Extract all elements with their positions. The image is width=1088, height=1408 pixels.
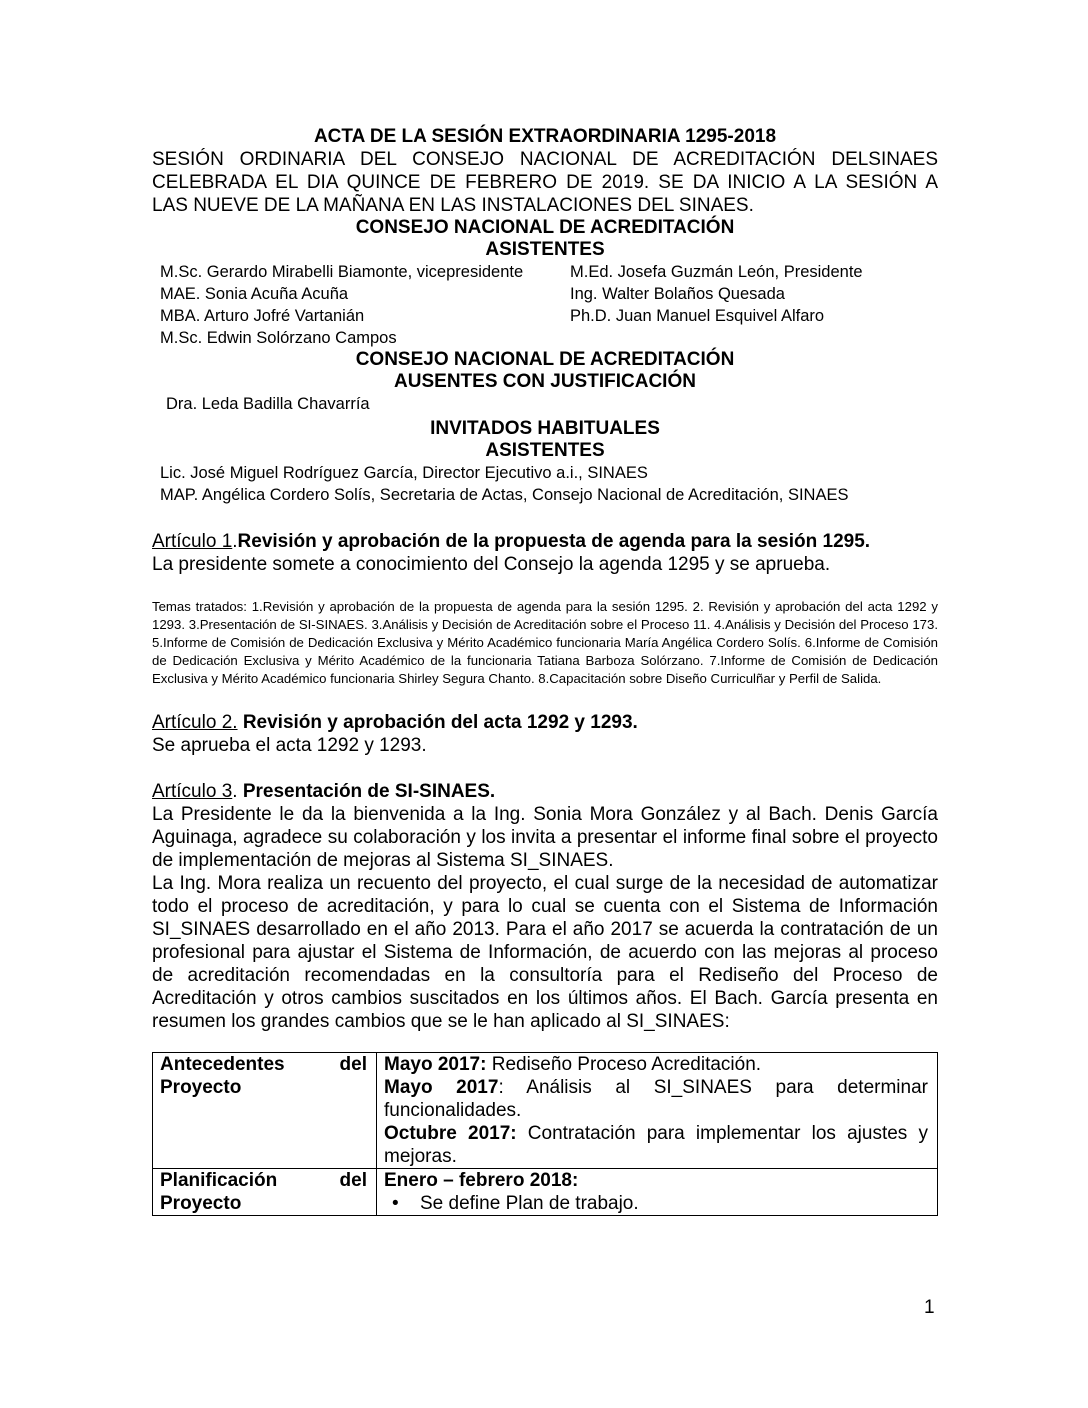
article-1-label: Artículo 1 [152,531,233,552]
document-body [152,126,938,1216]
attendee-name: MBA. Arturo Jofré Vartanián [160,307,365,325]
intro-line: CELEBRADA EL DIA QUINCE DE FEBRERO DE 2019. SE DA INICIO A LA SESIÓN A [152,172,938,193]
attendee-name: M.Sc. Gerardo Mirabelli Biamonte, vicepresidente [160,263,524,281]
article-1-title: Revisión y aprobación de la propuesta de agenda para la sesión 1295. [237,531,871,552]
project-table [152,1052,938,1216]
article-1-body: La presidente somete a conocimiento del Consejo la agenda 1295 y se aprueba. [152,554,831,575]
article-3-title: Presentación de SI-SINAES. [242,781,496,802]
guests-subheading: ASISTENTES [485,440,605,461]
intro-paragraph [152,148,938,217]
article-3-heading: Artículo 3. Presentación de SI-SINAES. [152,781,496,802]
table-row [153,1169,938,1216]
table-entry: Octubre 2017: Contratación para implementar los ajustes y mejoras. [384,1123,928,1167]
article-3-paragraph-2: La Ing. Mora realiza un recuento del proyecto, el cual surge de la necesidad de automatizar todo el proceso de acreditación, y para lo cual se cuenta con el Sistema de Información SI_SINAES desarrollado en el año 2013. Para el año 2017 se acuerda la contratación de un profesional para ajustar el Sistema de Información, de acuerdo con las mejoras al proceso de acreditación recomendadas en la consultoría para el Rediseño del Proceso de Acreditación y otros cambios suscitados en los últimos años. El Bach. García presenta en resumen los grandes cambios que se le han aplicado al SI_SINAES: [152,873,938,1032]
attendee-row [152,327,938,349]
table-entry: Mayo 2017: Análisis al SI_SINAES para determinar funcionalidades. [384,1077,928,1121]
attendee-row [152,305,938,327]
absent-name: Dra. Leda Badilla Chavarría [166,395,370,413]
absent-heading: AUSENTES CON JUSTIFICACIÓN [394,371,696,392]
table-entry-heading: Enero – febrero 2018: [384,1170,579,1191]
attendee-name: Ing. Walter Bolaños Quesada [570,285,785,303]
article-2-title: Revisión y aprobación del acta 1292 y 1293. [242,712,638,733]
council-heading: CONSEJO NACIONAL DE ACREDITACIÓN [355,217,735,238]
attendee-name: M.Sc. Edwin Solórzano Campos [160,329,397,347]
topics-paragraph: Temas tratados: 1.Revisión y aprobación de la propuesta de agenda para la sesión 1295. 2. Revisión y aprobación del acta 1292 y 1293. 3.Presentación de SI-SINAES. 3.Análisis y Decisión de Acreditación sobre el Proceso 11. 4.Análisis y Decisión del Proceso 173. 5.Informe de Comisión de Dedicación Exclusiva y Mérito Académico funcionaria María Angélica Cordero Solís. 6.Informe de Comisión de Dedicación Exclusiva y Mérito Académico de la funcionaria Tatiana Barboza Solórzano. 7.Informe de Comisión de Dedicación Exclusiva y Mérito Académico funcionaria Shirley Segura Chanto. 8.Capacitación sobre Diseño Curriculñar y Perfil de Salida. [152,599,938,686]
table-cell-content [377,1169,938,1216]
article-3-label: Artículo 3 [152,781,233,802]
bullet-icon: • [392,1193,399,1214]
attendee-row [152,283,938,305]
article-2-label: Artículo 2. [152,712,238,733]
table-cell-label: Planificación del Proyecto [153,1169,377,1216]
attendee-name: MAE. Sonia Acuña Acuña [160,285,349,303]
guests-heading: INVITADOS HABITUALES [430,418,660,439]
council-heading-2: CONSEJO NACIONAL DE ACREDITACIÓN [355,349,735,370]
article-2-body: Se aprueba el acta 1292 y 1293. [152,735,427,756]
document-title: ACTA DE LA SESIÓN EXTRAORDINARIA 1295-2018 [313,126,777,147]
article-1-heading: Artículo 1.Revisión y aprobación de la propuesta de agenda para la sesión 1295. [152,531,871,552]
table-row [153,1053,938,1169]
article-2-heading [152,711,938,734]
intro-line: LAS NUEVE DE LA MAÑANA EN LAS INSTALACIONES DEL SINAES. [152,195,754,216]
table-cell-content [377,1053,938,1169]
intro-line: SESIÓN ORDINARIA DEL CONSEJO NACIONAL DE ACREDITACIÓN DELSINAES [152,149,938,170]
table-cell-label: Antecedentes del Proyecto [153,1053,377,1169]
attendee-row [152,261,938,283]
page-number: 1 [924,1297,935,1318]
guest-name: Lic. José Miguel Rodríguez García, Director Ejecutivo a.i., SINAES [160,464,648,482]
table-entry: Mayo 2017: Rediseño Proceso Acreditación. [384,1054,762,1075]
article-3-paragraph-1: La Presidente le da la bienvenida a la Ing. Sonia Mora González y al Bach. Denis García Aguinaga, agradece su colaboración y los invita a presentar el informe final sobre el proyecto de implementación de mejoras al Sistema SI_SINAES. [152,804,938,871]
attendee-name: Ph.D. Juan Manuel Esquivel Alfaro [570,307,825,325]
list-item: • Se define Plan de trabajo. [392,1193,639,1214]
attendees-heading: ASISTENTES [485,239,605,260]
attendees-list [152,261,938,349]
guest-name: MAP. Angélica Cordero Solís, Secretaria de Actas, Consejo Nacional de Acreditación, SINAES [160,486,849,504]
attendee-name: M.Ed. Josefa Guzmán León, Presidente [570,263,863,281]
